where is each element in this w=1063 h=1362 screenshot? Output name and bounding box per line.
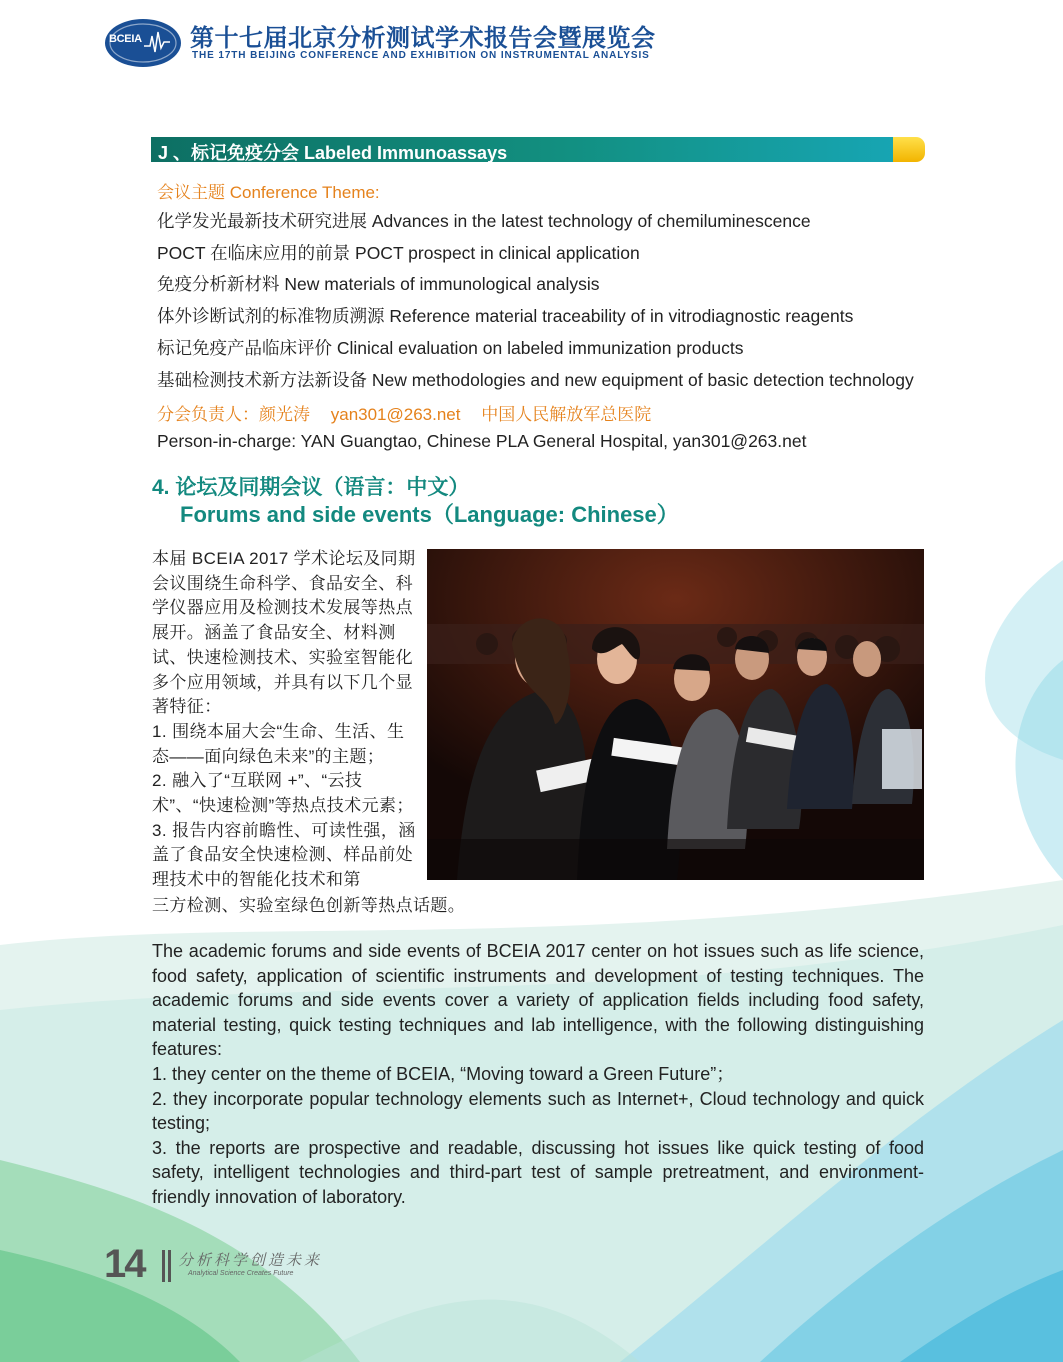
forums-en-point: 2. they incorporate popular technology elements such as Internet+, Cloud technology and quick testing; — [152, 1088, 924, 1134]
forum-audience-photo — [427, 549, 924, 880]
topic-item: 体外诊断试剂的标准物质溯源 Reference material traceability of in vitrodiagnostic reagents — [157, 306, 854, 327]
header-title-cn: 第十七届北京分析测试学术报告会暨展览会 — [190, 23, 656, 52]
pic-email: yan301@263.net — [330, 405, 461, 424]
forums-en-point: 1. they center on the theme of BCEIA, “Moving toward a Green Future”； — [152, 1063, 735, 1084]
forums-cn-point: 2. 融入了“互联网 +”、“云技术”、“快速检测”等热点技术元素； — [152, 771, 414, 816]
topic-list — [157, 206, 914, 396]
forums-en-intro: The academic forums and side events of BCEIA 2017 center on hot issues such as life science, food safety, application of scientific instruments and development of testing techniques. The academic forums and side events cover a variety of application fields including food safety, material testing, quick testing techniques and lab intelligence, with the following distinguishing features: — [152, 941, 924, 1060]
topic-item: 化学发光最新技术研究进展 Advances in the latest technology of chemiluminescence — [157, 211, 811, 231]
page-number: 14 — [104, 1242, 145, 1286]
footer-motto-en: Analytical Science Creates Future — [188, 1270, 294, 1277]
topic-item: 基础检测技术新方法新设备 New methodologies and new equipment of basic detection technology — [157, 369, 914, 390]
person-in-charge-cn — [157, 400, 667, 425]
logo-text: BCEIA — [109, 33, 142, 45]
footer-divider — [168, 1250, 171, 1282]
pic-org: 中国人民解放军总医院 — [481, 405, 652, 424]
person-in-charge-en: Person-in-charge: YAN Guangtao, Chinese PLA General Hospital, yan301@263.net — [157, 431, 807, 451]
forums-cn-last-line: 三方检测、实验室绿色创新等热点话题。 — [152, 896, 466, 915]
section-title-bar — [151, 137, 895, 162]
forums-cn-point: 3. 报告内容前瞻性、可读性强，涵盖了食品安全快速检测、样品前处理技术中的智能化技术和第 — [152, 820, 416, 890]
conference-theme-label: 会议主题 Conference Theme: — [157, 183, 380, 202]
topic-item: 免疫分析新材料 New materials of immunological analysis — [157, 274, 600, 295]
footer-motto-cn: 分析科学创造未来 — [178, 1251, 323, 1269]
section-bar-accent — [893, 137, 925, 162]
footer-divider — [162, 1250, 165, 1282]
forums-en-point: 3. the reports are prospective and readable, discussing hot issues like quick testing of food safety, intelligent technologies and third-part test of sample pretreatment, and environment-friendly innovation of laboratory. — [152, 1137, 924, 1207]
forums-heading-cn: 4. 论坛及同期会议（语言：中文） — [152, 476, 470, 499]
topic-item: 标记免疫产品临床评价 Clinical evaluation on labeled immunization products — [157, 337, 744, 358]
header-title-en: THE 17TH BEIJING CONFERENCE AND EXHIBITION ON INSTRUMENTAL ANALYSIS — [192, 50, 650, 61]
forums-heading-en: Forums and side events（Language: Chinese） — [180, 502, 679, 527]
audience-photo-icon — [427, 549, 924, 880]
forums-cn-intro: 本届 BCEIA 2017 学术论坛及同期会议围绕生命科学、食品安全、科学仪器应用及检测技术发展等热点展开。涵盖了食品安全、材料测试、快速检测技术、实验室智能化多个应用领域，并具有以下几个显著特征： — [152, 549, 416, 717]
pic-label: 分会负责人：颜光涛 — [157, 405, 310, 424]
forums-cn-text — [152, 547, 418, 893]
topic-item: POCT 在临床应用的前景 POCT prospect in clinical application — [157, 242, 640, 263]
forums-cn-point: 1. 围绕本届大会“生命、生活、生态——面向绿色未来”的主题； — [152, 721, 405, 766]
section-title: J 、标记免疫分会 Labeled Immunoassays — [158, 143, 508, 163]
forums-heading — [152, 474, 679, 528]
forums-en-text — [152, 939, 924, 1210]
